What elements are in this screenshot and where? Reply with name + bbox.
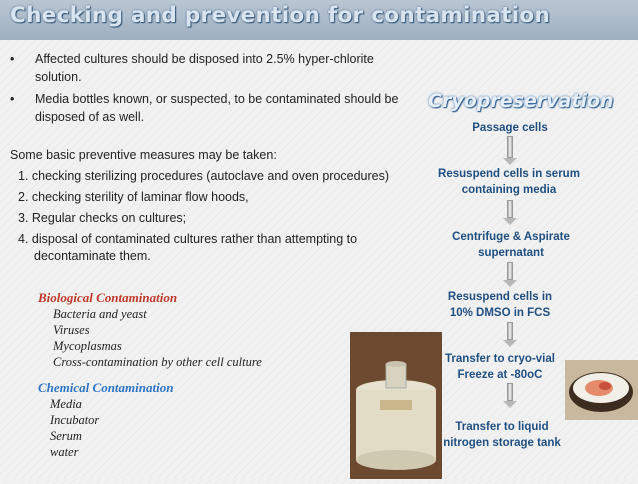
flow-arrow-icon — [503, 383, 517, 408]
contamination-item: Bacteria and yeast — [53, 307, 147, 321]
petri-dish-image — [565, 360, 638, 420]
measure-item: 4. disposal of contaminated cultures rather than attempting to decontaminate them. — [18, 232, 358, 263]
contamination-bullets — [10, 50, 420, 130]
slide-title: Checking and prevention for contamination — [10, 3, 551, 28]
dish-icon — [565, 360, 638, 420]
contamination-item: Media — [50, 397, 82, 411]
contamination-item: water — [50, 445, 79, 459]
chemical-contamination-title: Chemical Contamination — [38, 380, 174, 395]
bullet-item — [10, 50, 420, 86]
cryo-step-resuspend-dmso: Resuspend cells in 10% DMSO in FCS — [447, 291, 553, 319]
measure-item: 2. checking sterility of laminar flow hoods, — [18, 190, 249, 204]
biological-contamination-title: Biological Contamination — [38, 290, 178, 305]
bullet-item — [10, 90, 420, 126]
flow-arrow-icon — [503, 262, 517, 287]
flow-arrow-icon — [503, 200, 517, 225]
bullet-marker: • — [10, 92, 15, 106]
contamination-item: Incubator — [50, 413, 100, 427]
bullet-text: Media bottles known, or suspected, to be contaminated should be disposed of as well. — [35, 92, 399, 124]
chemical-contamination-list — [38, 380, 173, 460]
contamination-item: Mycoplasmas — [53, 339, 122, 353]
preventive-measures-list — [18, 168, 428, 269]
tank-icon — [350, 332, 442, 479]
cryo-step-centrifuge: Centrifuge & Aspirate supernatant — [452, 231, 570, 259]
flow-arrow-icon — [503, 136, 517, 165]
measure-item: 3. Regular checks on cultures; — [18, 211, 187, 225]
cryo-step-resuspend-serum: Resuspend cells in serum containing media — [438, 168, 580, 196]
contamination-item: Viruses — [53, 323, 90, 337]
preventive-intro: Some basic preventive measures may be taken: — [10, 148, 277, 162]
contamination-item: Serum — [50, 429, 82, 443]
measure-item: 1. checking sterilizing procedures (autoclave and oven procedures) — [18, 169, 390, 183]
flow-arrow-icon — [503, 322, 517, 347]
biological-contamination-list — [38, 290, 262, 370]
bullet-text: Affected cultures should be disposed into 2.5% hyper-chlorite solution. — [35, 52, 374, 84]
liquid-nitrogen-tank-image — [350, 332, 442, 479]
bullet-marker: • — [10, 52, 15, 66]
cryo-step-liquid-nitrogen: Transfer to liquid nitrogen storage tank — [443, 421, 561, 449]
cryopreservation-title: Cryopreservation — [428, 90, 614, 112]
cryo-step-passage: Passage cells — [472, 122, 548, 134]
contamination-item: Cross-contamination by other cell culture — [53, 355, 262, 369]
cryo-step-cryo-vial: Transfer to cryo-vial Freeze at -80oC — [445, 353, 555, 381]
